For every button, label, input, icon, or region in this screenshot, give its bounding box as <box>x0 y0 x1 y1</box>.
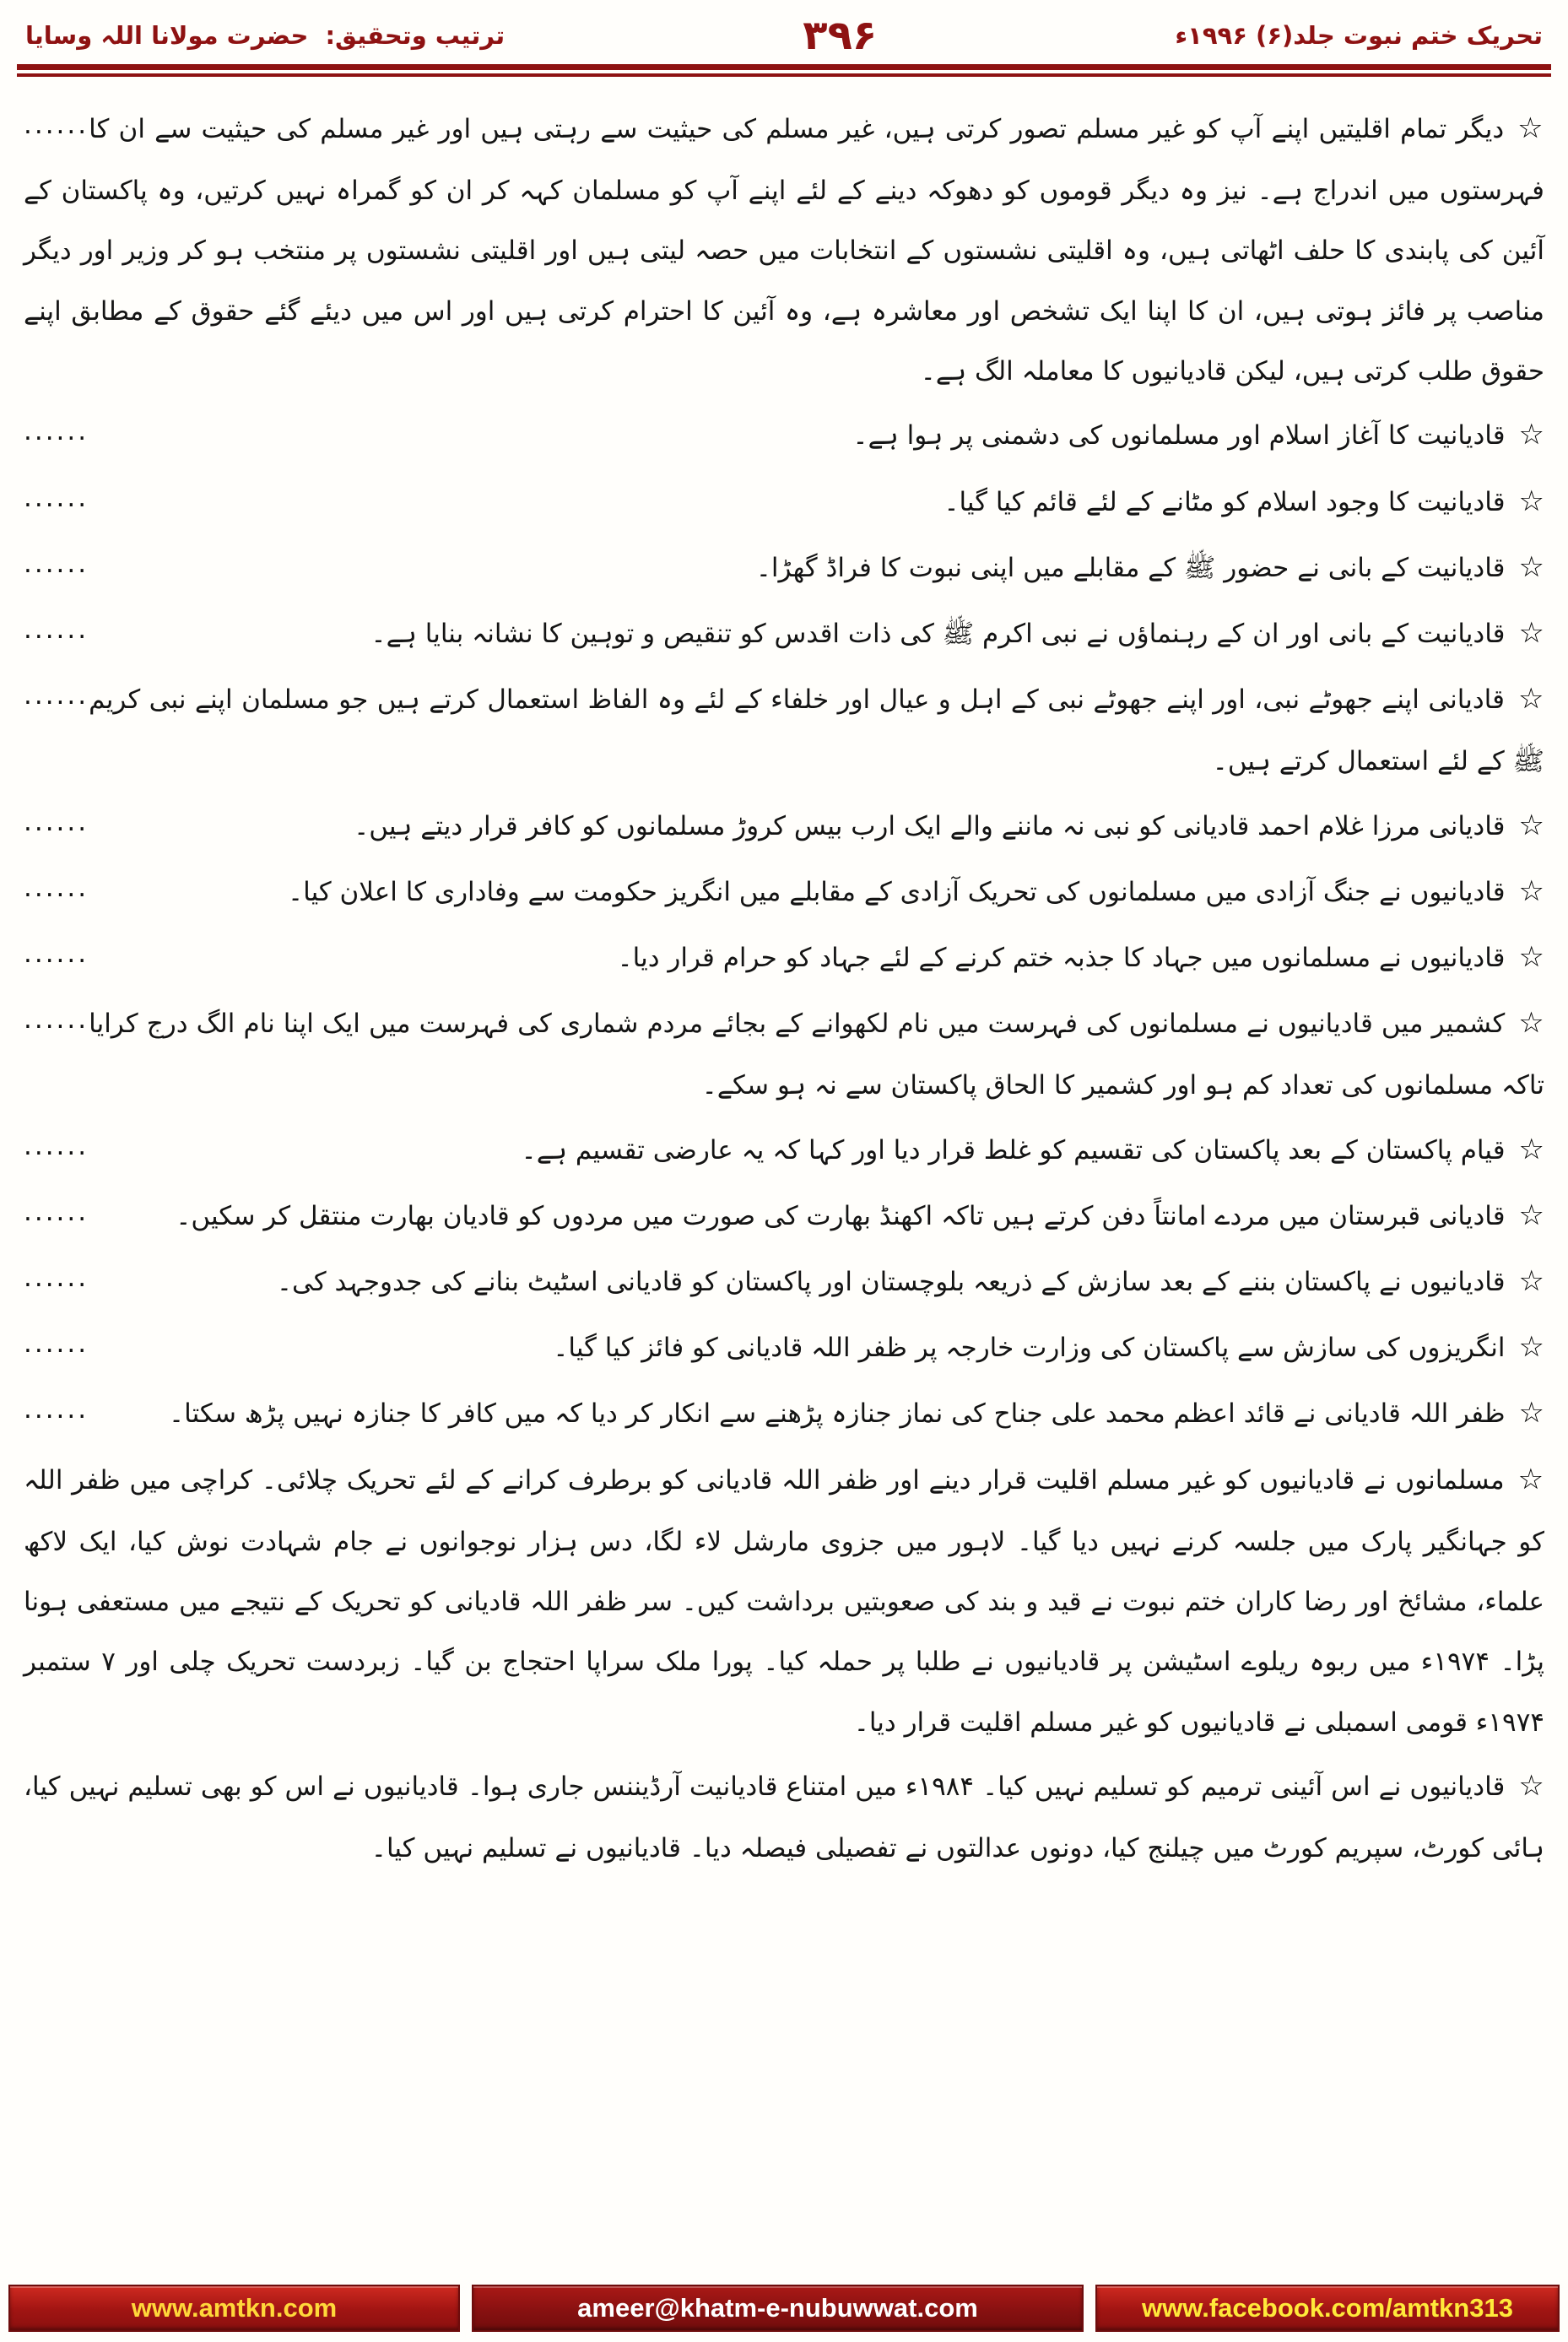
item-text: دیگر تمام اقلیتیں اپنے آپ کو غیر مسلم تصور کرتی ہیں، غیر مسلم کی حیثیت سے رہتی ہیں اور غیر مسلم کی حیثیت سے ان کا فہرستوں میں اندراج ہے۔ نیز وہ دیگر قوموں کو دھوکہ دینے کے لئے اپنے آپ کو مسلمان کہہ کر ان کو گمراہ نہیں کرتیں، وہ پاکستان کے آئین کی پابندی کا حلف اٹھاتی ہیں، وہ اقلیتی نشستوں کے انتخابات میں حصہ لیتی ہیں اور اقلیتی نشستوں پر منتخب ہو کر وزیر اور دیگر مناصب پر فائز ہوتی ہیں، ان کا اپنا ایک تشخص اور معاشرہ ہے، وہ آئین کا احترام کرتی ہیں اور اس میں دیئے گئے حقوق کے مطابق اپنے حقوق طلب کرتی ہیں، لیکن قادیانیوں کا معاملہ الگ ہے۔ <box>24 114 1544 387</box>
list-item <box>24 1182 1544 1248</box>
item-text: ظفر اللہ قادیانی نے قائد اعظم محمد علی جناح کی نماز جنازہ پڑھنے سے انکار کر دیا کہ میں کافر کا جنازہ نہیں پڑھ سکتا۔ <box>168 1398 1506 1430</box>
content-list <box>0 77 1568 2278</box>
star-bullet-icon: ☆ <box>1518 939 1544 974</box>
page-footer <box>0 2278 1568 2342</box>
dot-leader: ...... <box>24 1328 89 1360</box>
compiler-name: حضرت مولانا اللہ وسایا <box>25 21 309 50</box>
star-bullet-icon: ☆ <box>1518 549 1544 584</box>
item-text: قیام پاکستان کے بعد پاکستان کی تقسیم کو غلط قرار دیا اور کہا کہ یہ عارضی تقسیم ہے۔ <box>521 1134 1506 1166</box>
star-bullet-icon: ☆ <box>1517 1462 1544 1496</box>
item-text: قادیانی قبرستان میں مردے امانتاً دفن کرتے ہیں تاکہ اکھنڈ بھارت کی صورت میں مردوں کو قادیان بھارت منتقل کر سکیں۔ <box>176 1200 1506 1231</box>
item-text: قادیانیت کا وجود اسلام کو مٹانے کے لئے قائم کیا گیا۔ <box>944 486 1506 517</box>
dot-leader: ...... <box>24 1263 89 1294</box>
star-bullet-icon: ☆ <box>1518 874 1544 908</box>
header-divider-rule <box>17 64 1551 77</box>
list-item <box>24 1314 1544 1380</box>
star-bullet-icon: ☆ <box>1517 682 1544 717</box>
list-item <box>24 858 1544 924</box>
star-bullet-icon: ☆ <box>1518 418 1544 452</box>
dot-leader: ...... <box>24 482 89 513</box>
list-item <box>24 990 1544 1116</box>
list-item <box>24 402 1544 468</box>
dot-leader: ...... <box>24 1130 89 1161</box>
star-bullet-icon: ☆ <box>1518 484 1544 518</box>
dot-leader: ...... <box>24 416 89 447</box>
item-text: قادیانیوں نے اس آئینی ترمیم کو تسلیم نہیں کیا۔ ۱۹۸۴ء میں امتناع قادیانیت آرڈیننس جاری ہوا۔ قادیانیوں نے اس کو بھی تسلیم نہیں کیا، ہائی کورٹ، سپریم کورٹ میں چیلنج کیا، دونوں عدالتوں نے تفصیلی فیصلہ دیا۔ قادیانیوں نے تسلیم نہیں کیا۔ <box>24 1771 1544 1864</box>
book-title: تحریک ختم نبوت جلد(۶) ۱۹۹۶ء <box>1175 21 1543 50</box>
website-link[interactable]: www.amtkn.com <box>8 2285 460 2332</box>
item-text: مسلمانوں نے قادیانیوں کو غیر مسلم اقلیت قرار دینے اور ظفر اللہ قادیانی کو برطرف کرانے کے لئے تحریک چلائی۔ کراچی میں ظفر اللہ کو جہانگیر پارک میں جلسہ کرنے نہیں دیا گیا۔ لاہور میں جزوی مارشل لاء لگا، دس ہزار نوجوانوں نے جام شہادت نوش کیا، ایک لاکھ علماء، مشائخ اور رضا کاران ختم نبوت نے قید و بند کی صعوبتیں برداشت کیں۔ سر ظفر اللہ قادیانی کو تحریک کے نتیجے میں مستعفی ہونا پڑا۔ ۱۹۷۴ء میں ربوہ ریلوے اسٹیشن پر قادیانیوں نے طلبا پر حملہ کیا۔ پورا ملک سراپا احتجاج بن گیا۔ زبردست تحریک چلی اور ۷ ستمبر ۱۹۷۴ء قومی اسمبلی نے قادیانیوں کو غیر مسلم اقلیت قرار دیا۔ <box>24 1464 1544 1738</box>
compiler-credit <box>25 21 505 50</box>
star-bullet-icon: ☆ <box>1517 111 1544 145</box>
star-bullet-icon: ☆ <box>1518 808 1544 842</box>
star-bullet-icon: ☆ <box>1518 1198 1544 1232</box>
list-item <box>24 924 1544 990</box>
compiler-label: ترتیب وتحقیق: <box>325 21 506 50</box>
star-bullet-icon: ☆ <box>1518 1132 1544 1166</box>
item-text: قادیانیت کا آغاز اسلام اور مسلمانوں کی دشمنی پر ہوا ہے۔ <box>852 420 1506 452</box>
item-text: انگریزوں کی سازش سے پاکستان کی وزارت خارجہ پر ظفر اللہ قادیانی کو فائز کیا گیا۔ <box>553 1333 1506 1364</box>
dot-leader: ...... <box>24 1004 89 1036</box>
item-text: قادیانیت کے بانی اور ان کے رہنماؤں نے نبی اکرم ﷺ کی ذات اقدس کو تنقیص و توہین کا نشانہ بنایا ہے۔ <box>370 618 1506 649</box>
list-item <box>24 1447 1544 1753</box>
email-link[interactable]: ameer@khatm-e-nubuwwat.com <box>472 2285 1084 2332</box>
star-bullet-icon: ☆ <box>1518 615 1544 650</box>
list-item <box>24 1117 1544 1182</box>
list-item <box>24 1380 1544 1446</box>
list-item <box>24 1753 1544 1879</box>
item-text: قادیانیوں نے مسلمانوں میں جہاد کا جذبہ ختم کرنے کے لئے جہاد کو حرام قرار دیا۔ <box>617 942 1506 973</box>
dot-leader: ...... <box>24 614 89 645</box>
item-text: قادیانیوں نے جنگ آزادی میں مسلمانوں کی تحریک آزادی کے مقابلے میں انگریز حکومت سے وفاداری کا اعلان کیا۔ <box>287 876 1506 907</box>
page-header <box>0 0 1568 61</box>
dot-leader: ...... <box>24 1196 89 1227</box>
dot-leader: ...... <box>24 548 89 579</box>
list-item <box>24 792 1544 858</box>
item-text: قادیانی مرزا غلام احمد قادیانی کو نبی نہ ماننے والے ایک ارب بیس کروڑ مسلمانوں کو کافر قرار دیتے ہیں۔ <box>354 810 1506 841</box>
star-bullet-icon: ☆ <box>1518 1264 1544 1299</box>
item-text: قادیانیت کے بانی نے حضور ﷺ کے مقابلے میں اپنی نبوت کا فراڈ گھڑا۔ <box>755 552 1506 583</box>
dot-leader: ...... <box>24 680 89 711</box>
star-bullet-icon: ☆ <box>1518 1768 1544 1803</box>
dot-leader: ...... <box>24 938 89 969</box>
star-bullet-icon: ☆ <box>1518 1396 1544 1431</box>
star-bullet-icon: ☆ <box>1518 1006 1544 1041</box>
list-item <box>24 534 1544 600</box>
list-item <box>24 1248 1544 1314</box>
list-item <box>24 600 1544 666</box>
list-item <box>24 468 1544 534</box>
item-text: کشمیر میں قادیانیوں نے مسلمانوں کی فہرست میں نام لکھوانے کے بجائے مردم شماری کی فہرست میں ایک اپنا نام الگ درج کرایا تاکہ مسلمانوں کی تعداد کم ہو اور کشمیر کا الحاق پاکستان سے نہ ہو سکے۔ <box>89 1009 1544 1101</box>
dot-leader: ...... <box>24 872 89 903</box>
dot-leader: ...... <box>24 110 89 140</box>
item-text: قادیانیوں نے پاکستان بننے کے بعد سازش کے ذریعہ بلوچستان اور پاکستان کو قادیانی اسٹیٹ بنانے کی جدوجہد کی۔ <box>276 1267 1506 1298</box>
facebook-link[interactable]: www.facebook.com/amtkn313 <box>1095 2285 1560 2332</box>
list-item <box>24 666 1544 792</box>
item-text: قادیانی اپنے جھوٹے نبی، اور اپنے جھوٹے نبی کے اہل و عیال اور خلفاء کے لئے وہ الفاظ استعمال کرتے ہیں جو مسلمان اپنے نبی کریم ﷺ کے لئے استعمال کرتے ہیں۔ <box>89 684 1544 777</box>
page-number: ۳۹۶ <box>803 12 878 59</box>
dot-leader: ...... <box>24 1394 89 1425</box>
star-bullet-icon: ☆ <box>1518 1330 1544 1365</box>
list-item <box>24 95 1544 402</box>
dot-leader: ...... <box>24 806 89 837</box>
